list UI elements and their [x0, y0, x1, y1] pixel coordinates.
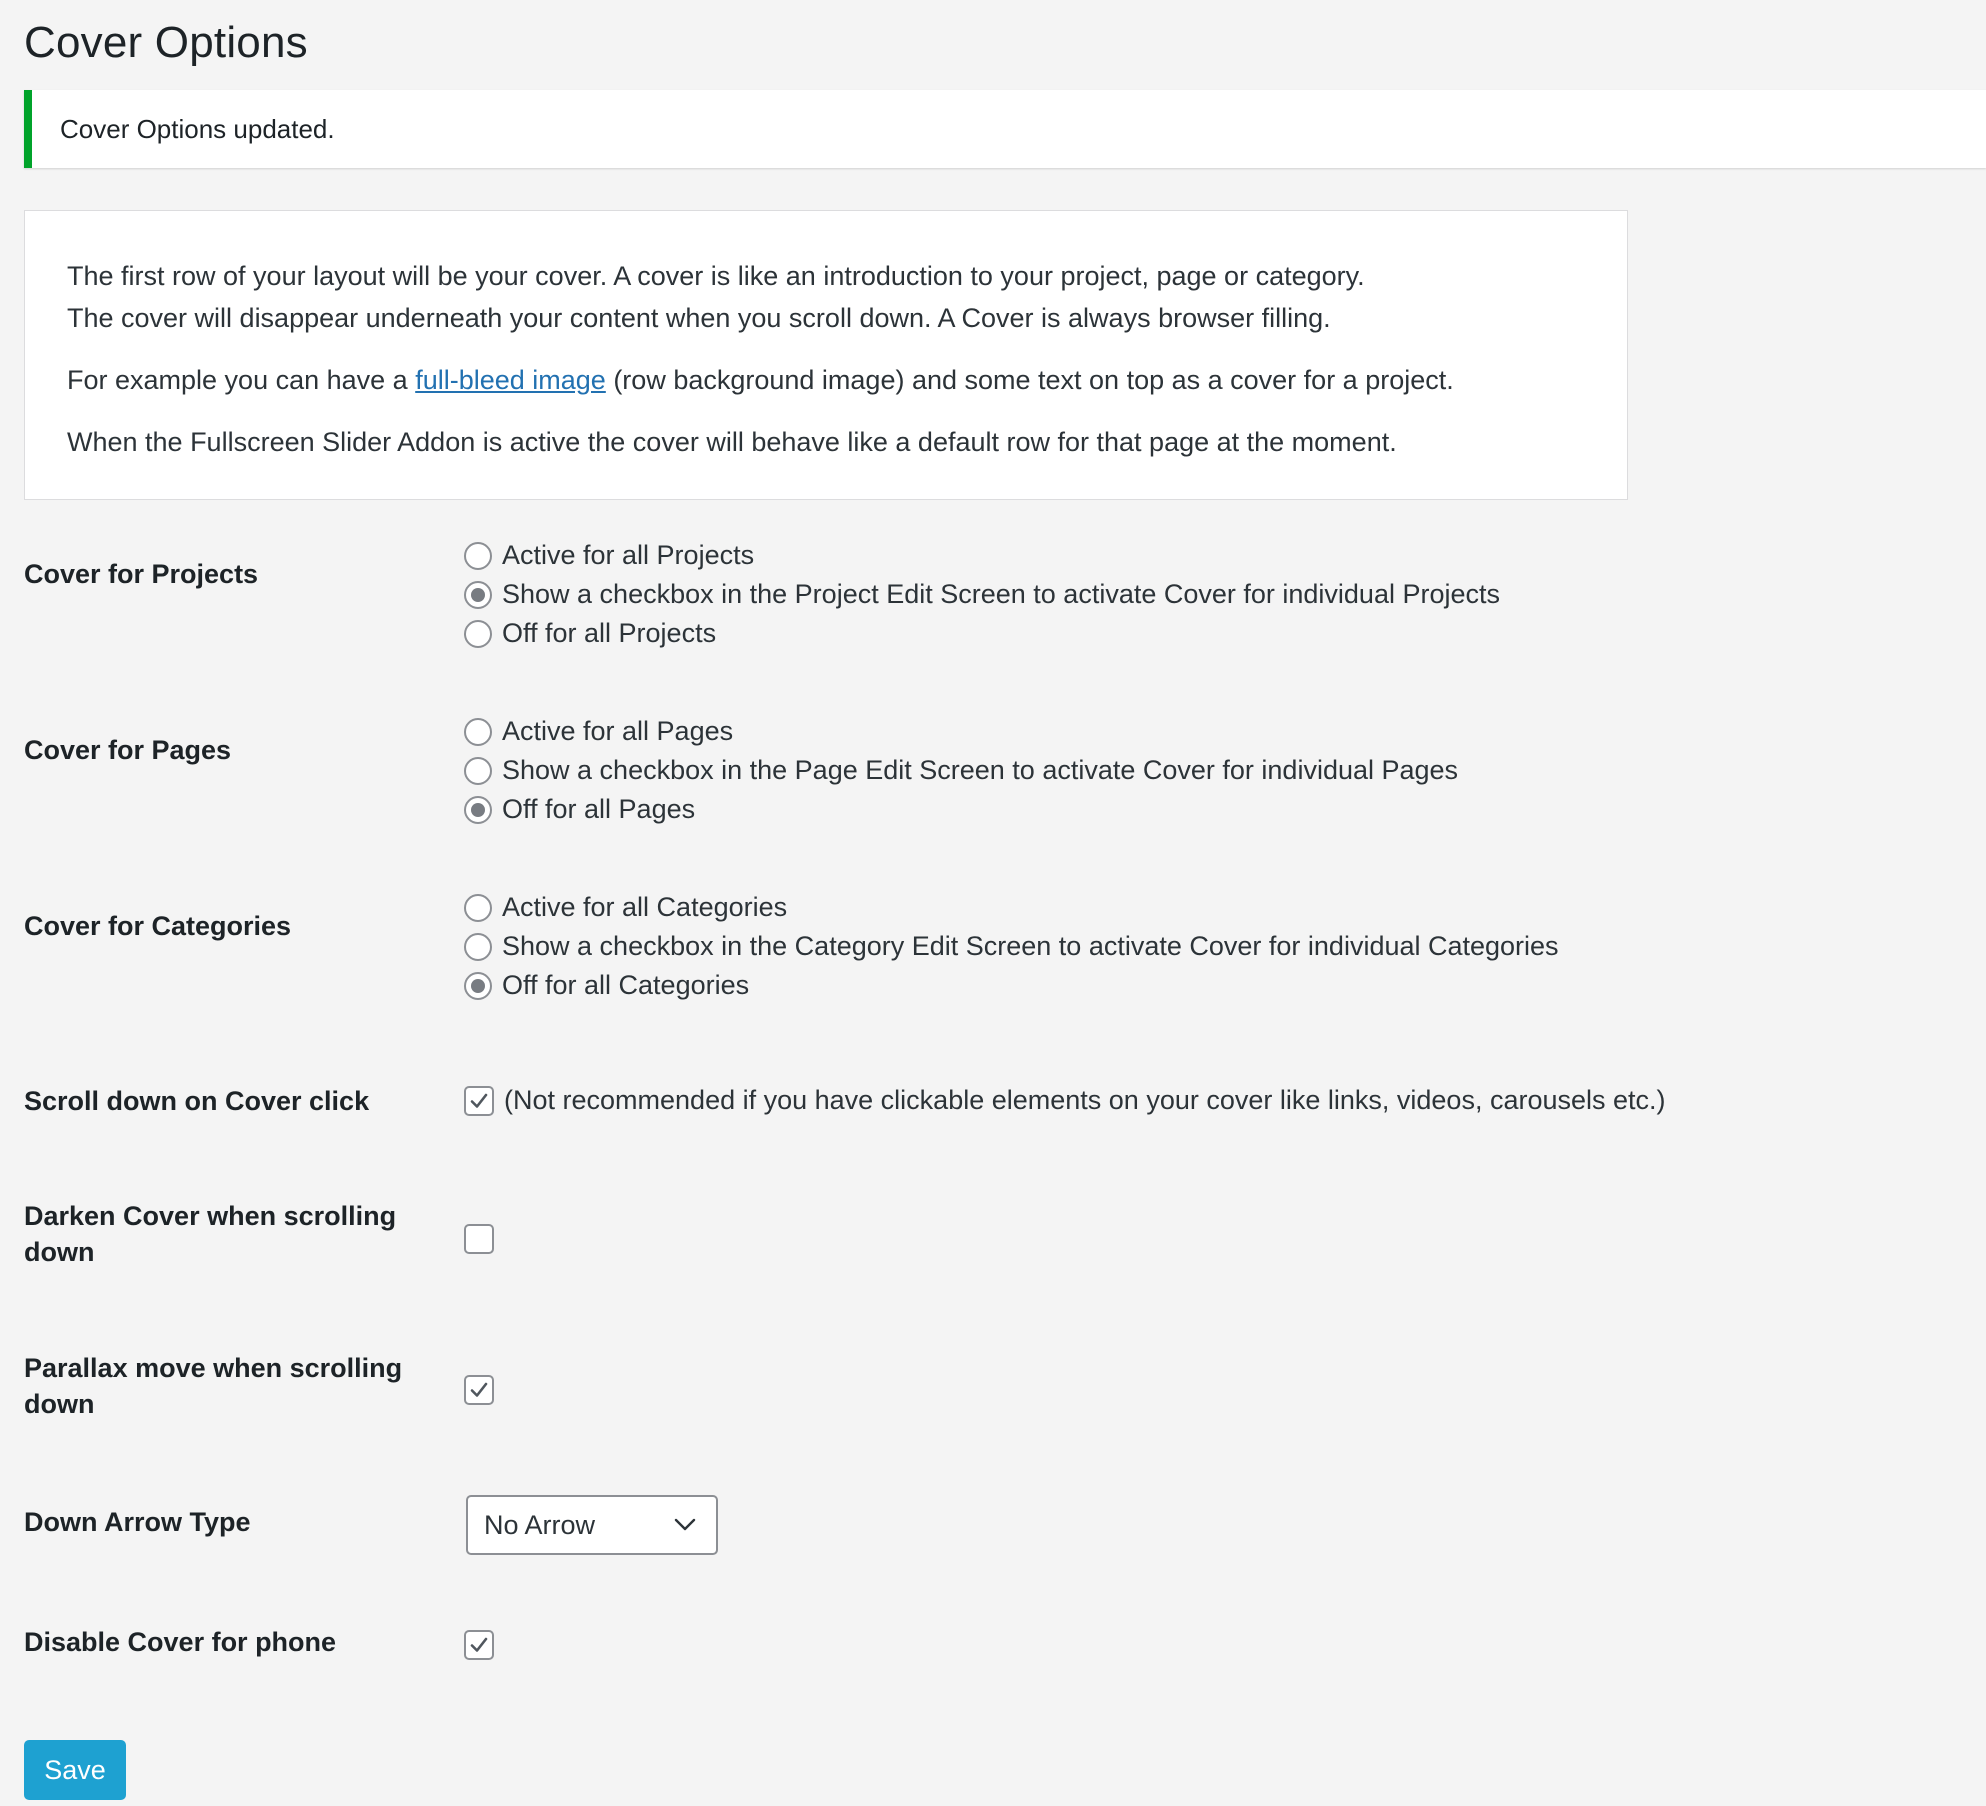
scroll-down-label: Scroll down on Cover click: [24, 1086, 370, 1116]
option-pages-off[interactable]: [464, 790, 1458, 829]
option-categories-checkbox[interactable]: [464, 927, 1559, 966]
option-categories-off[interactable]: [464, 966, 1559, 1005]
option-pages-checkbox[interactable]: [464, 751, 1458, 790]
disable-phone-option[interactable]: [464, 1625, 504, 1664]
darken-checkbox[interactable]: [464, 1224, 494, 1254]
info-box: [24, 210, 1628, 500]
radio-projects-off[interactable]: [464, 620, 492, 648]
info-example-suffix: (row background image) and some text on top as a cover for a project.: [605, 365, 1454, 395]
option-projects-active[interactable]: [464, 536, 1500, 575]
radio-projects-checkbox[interactable]: [464, 581, 492, 609]
chevron-down-icon: [674, 1518, 696, 1532]
option-label: Off for all Categories: [502, 970, 750, 1000]
darken-label: [24, 1198, 424, 1270]
cover-pages-options: [464, 712, 1458, 829]
info-example-prefix: For example you can have a: [67, 365, 416, 395]
cover-projects-label: Cover for Projects: [24, 559, 259, 589]
info-slider-note: When the Fullscreen Slider Addon is active the cover will behave like a default row for that page at the moment.: [67, 427, 1397, 457]
disable-phone-checkbox[interactable]: [464, 1630, 494, 1660]
parallax-option[interactable]: [464, 1370, 504, 1409]
full-bleed-image-link[interactable]: full-bleed image: [415, 365, 606, 395]
option-label: Active for all Pages: [502, 716, 734, 746]
option-label: Show a checkbox in the Page Edit Screen to activate Cover for individual Pages: [502, 755, 1459, 785]
info-example: [67, 359, 1585, 401]
option-label: Off for all Projects: [502, 618, 717, 648]
arrow-type-field: [466, 1495, 718, 1555]
parallax-checkbox[interactable]: [464, 1375, 494, 1405]
darken-label-line-2: down: [24, 1237, 95, 1267]
scroll-down-note: (Not recommended if you have clickable elements on your cover like links, videos, carousels etc.): [504, 1085, 1666, 1115]
scroll-down-field: [464, 1081, 1666, 1120]
option-categories-active[interactable]: [464, 888, 1559, 927]
notice-text: Cover Options updated.: [60, 113, 335, 144]
option-projects-off[interactable]: [464, 614, 1500, 653]
parallax-field: [464, 1370, 504, 1409]
radio-categories-checkbox[interactable]: [464, 933, 492, 961]
info-line-2: The cover will disappear underneath your content when you scroll down. A Cover is always browser filling.: [67, 303, 1331, 333]
success-notice: [24, 90, 1986, 168]
checkmark-icon: [468, 1090, 490, 1112]
info-intro: [67, 255, 1585, 339]
radio-categories-active[interactable]: [464, 894, 492, 922]
cover-categories-options: [464, 888, 1559, 1005]
save-button[interactable]: Save: [24, 1740, 126, 1800]
scroll-down-checkbox[interactable]: [464, 1086, 494, 1116]
cover-pages-label: Cover for Pages: [24, 735, 232, 765]
option-label: Active for all Categories: [502, 892, 788, 922]
option-projects-checkbox[interactable]: [464, 575, 1500, 614]
darken-field: [464, 1219, 504, 1258]
page-title: Cover Options: [24, 18, 308, 67]
option-label: Off for all Pages: [502, 794, 696, 824]
darken-option[interactable]: [464, 1219, 504, 1258]
option-label: Active for all Projects: [502, 540, 755, 570]
option-pages-active[interactable]: [464, 712, 1458, 751]
darken-label-line-1: Darken Cover when scrolling: [24, 1201, 397, 1231]
arrow-type-value: No Arrow: [484, 1509, 596, 1540]
parallax-label-line-2: down: [24, 1389, 95, 1419]
checkmark-icon: [468, 1634, 490, 1656]
arrow-type-label: Down Arrow Type: [24, 1507, 251, 1537]
disable-phone-label: Disable Cover for phone: [24, 1627, 337, 1657]
radio-categories-off[interactable]: [464, 972, 492, 1000]
arrow-type-select[interactable]: [466, 1495, 718, 1555]
info-line-1: The first row of your layout will be your cover. A cover is like an introduction to your project, page or category.: [67, 261, 1365, 291]
disable-phone-field: [464, 1625, 504, 1664]
radio-projects-active[interactable]: [464, 542, 492, 570]
radio-pages-checkbox[interactable]: [464, 757, 492, 785]
cover-categories-label: Cover for Categories: [24, 911, 292, 941]
cover-projects-options: [464, 536, 1500, 653]
scroll-down-option[interactable]: [464, 1081, 1666, 1120]
option-label: Show a checkbox in the Category Edit Screen to activate Cover for individual Categories: [502, 931, 1559, 961]
radio-pages-off[interactable]: [464, 796, 492, 824]
radio-pages-active[interactable]: [464, 718, 492, 746]
parallax-label-line-1: Parallax move when scrolling: [24, 1353, 403, 1383]
option-label: Show a checkbox in the Project Edit Screen to activate Cover for individual Projects: [502, 579, 1500, 609]
checkmark-icon: [468, 1379, 490, 1401]
parallax-label: [24, 1350, 424, 1422]
